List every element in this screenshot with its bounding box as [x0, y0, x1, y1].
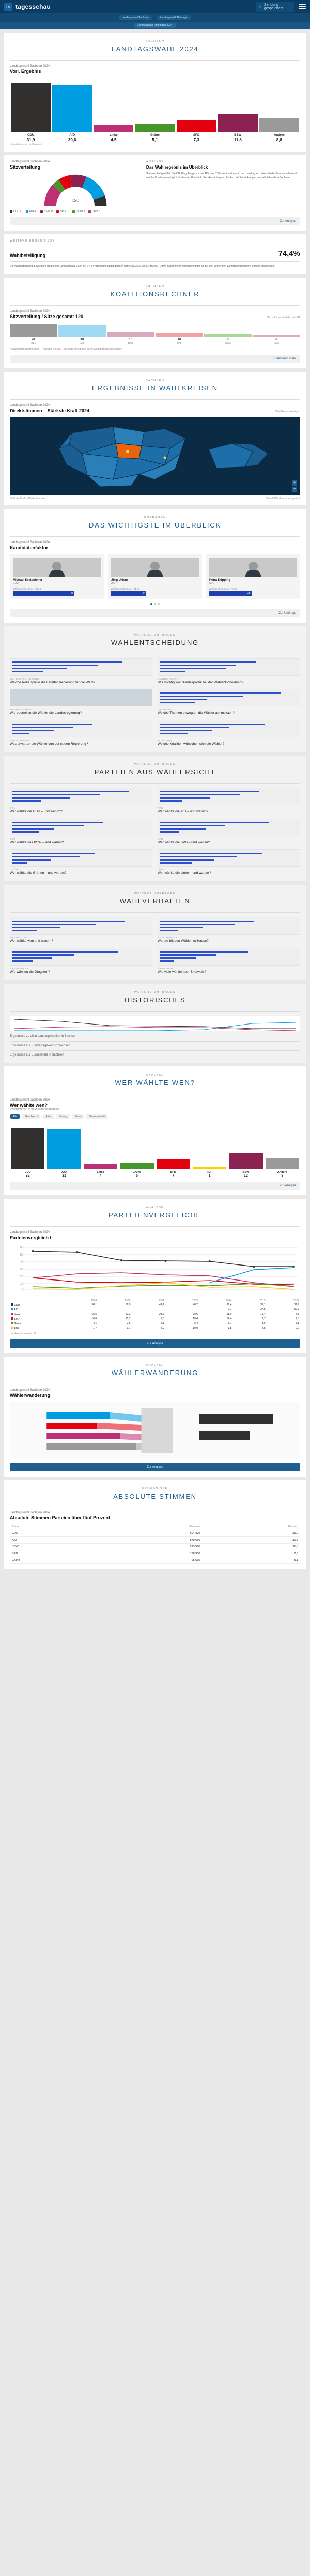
- who-voted-analysis-button[interactable]: Zur Analyse: [10, 1182, 300, 1190]
- candidate-metric: Zufriedenheit mit der Arbeit 48: [13, 587, 73, 595]
- module-compare: [4, 1199, 306, 1353]
- parties-view-kicker: WEITERE UMFRAGEN: [134, 762, 176, 766]
- candidate-card[interactable]: [108, 554, 202, 599]
- seats-legend: [10, 210, 141, 213]
- bar-linke[interactable]: [84, 1124, 117, 1169]
- teaser-thumbnail: [158, 720, 300, 737]
- districts-eyebrow: Landtagswahl Sachsen 2024: [10, 403, 50, 407]
- compare-eyebrow: Landtagswahl Sachsen 2024: [10, 1230, 50, 1234]
- districts-legend-right[interactable]: Wahlkreis anzeigen: [275, 410, 300, 413]
- label-andere: Andere 8,8: [274, 134, 285, 142]
- compare-axis-note: Landesstimmen in %: [10, 1332, 37, 1335]
- candidate-card[interactable]: [206, 554, 300, 599]
- label-spd: SPD 7,3: [193, 134, 200, 142]
- module-result: [4, 33, 306, 152]
- module-parties-view: [4, 756, 306, 881]
- bar-gruene[interactable]: [120, 1124, 153, 1169]
- who-voted-eyebrow: Landtagswahl Sachsen 2024: [10, 1098, 50, 1102]
- teaser-thumbnail: [10, 788, 152, 805]
- overview-eyebrow: Landtagswahl Sachsen 2024: [10, 540, 50, 544]
- seats-analysis-button[interactable]: Zur Analyse: [10, 217, 300, 225]
- historical-sparkline: [10, 1016, 300, 1031]
- bar-cdu[interactable]: [11, 78, 51, 132]
- map-legend: [4, 495, 306, 500]
- teaser-card[interactable]: BSW Wer wählte das BSW – und warum?: [10, 819, 152, 846]
- overview-headline: Kandidatenfaktor: [10, 545, 49, 550]
- module-behaviour: [4, 885, 306, 980]
- result-bar-labels: [10, 132, 300, 142]
- carousel-dots[interactable]: [4, 603, 306, 605]
- module-migration: [4, 1357, 306, 1477]
- absolute-table: [10, 1524, 300, 1564]
- filter-alter[interactable]: Alter: [42, 1114, 54, 1119]
- coalition-eyebrow: Landtagswahl Sachsen 2024: [10, 309, 50, 313]
- coalition-more-button[interactable]: Koalitionen mehr: [10, 355, 300, 363]
- teaser-card[interactable]: GRÜNE Wer wählte die Grünen – und warum?: [10, 849, 152, 876]
- teaser-thumbnail: [158, 658, 300, 676]
- result-unit-note: Zweitstimmen in Prozent: [11, 143, 42, 146]
- teaser-card[interactable]: ZUFRIEDENHEIT Wie beurteilen die Wähler die Landesregierung?: [10, 689, 152, 716]
- search-input[interactable]: [256, 2, 295, 12]
- coalition-headline: Sitzverteilung / Sitze gesamt: 120: [10, 313, 84, 319]
- table-row: SPD 138.300 7,3: [10, 1550, 300, 1557]
- module-coalition: [4, 278, 306, 368]
- decision-cards: [4, 658, 306, 747]
- compare-headline: Parteienvergleich I: [10, 1234, 52, 1240]
- legend-item-bsw: BSW 15: [40, 210, 53, 213]
- top-bar: [0, 0, 310, 13]
- candidate-metric: Zufriedenheit mit der Arbeit 28: [209, 587, 251, 595]
- who-voted-filters: [4, 1111, 306, 1119]
- svg-text:0: 0: [22, 1288, 24, 1292]
- table-row: Grüne 96.630 5,1: [10, 1557, 300, 1563]
- filter-beruf[interactable]: Beruf: [72, 1114, 84, 1119]
- overview-title: DAS WICHTIGSTE IM ÜBERBLICK: [89, 521, 221, 529]
- coalition-bar-bsw[interactable]: [107, 332, 154, 337]
- bar-linke[interactable]: [94, 78, 133, 132]
- teaser-card[interactable]: ERSTWÄHLER Wie wählten die Jüngsten?: [10, 948, 152, 975]
- table-row: SPD 16,6 10,7 9,8 10,4 12,4 7,7 7,3: [10, 1317, 300, 1321]
- migration-analysis-button[interactable]: Zur Analyse: [10, 1463, 300, 1471]
- historical-note-1[interactable]: Ergebnisse zu allen Landtagswahlen in Sachsen: [10, 1034, 77, 1038]
- bar-afd[interactable]: [47, 1124, 81, 1169]
- result-bar-chart: [10, 78, 300, 132]
- districts-title: ERGEBNISSE IN WAHLKREISEN: [92, 384, 218, 392]
- nav-primary: [0, 13, 310, 22]
- map-zoom-controls[interactable]: [292, 480, 297, 492]
- nav-item-sachsen[interactable]: Landtagswahl Sachsen: [119, 15, 152, 20]
- decision-kicker: WEITERE UMFRAGEN: [134, 633, 176, 637]
- bar-bsw[interactable]: [229, 1124, 262, 1169]
- compare-analysis-button[interactable]: Zur Analyse: [10, 1339, 300, 1348]
- candidate-party: SPD: [209, 581, 215, 585]
- filter-geschlecht[interactable]: Geschlecht: [22, 1114, 41, 1119]
- bar-spd[interactable]: [177, 78, 216, 132]
- bar-spd[interactable]: [157, 1124, 190, 1169]
- migration-chart[interactable]: [10, 1402, 300, 1459]
- migration-title: WÄHLERWANDERUNG: [111, 1368, 199, 1377]
- module-districts: [4, 372, 306, 505]
- table-row: CDU 58,1 56,9 41,1 40,2 39,4 32,1 31,9: [10, 1303, 300, 1307]
- behaviour-title: WAHLVERHALTEN: [119, 897, 191, 906]
- teaser-thumbnail: [10, 948, 152, 966]
- candidate-name: Petra Köpping: [209, 578, 231, 582]
- module-historical: [4, 984, 306, 1063]
- coalition-bars: [10, 323, 300, 337]
- absolute-eyebrow: Landtagswahl Sachsen 2024: [10, 1511, 50, 1514]
- migration-kicker: ANALYSE: [146, 1363, 164, 1367]
- teaser-card[interactable]: AFD Wer wählte die AfD – und warum?: [158, 788, 300, 815]
- compare-line-chart[interactable]: [10, 1244, 300, 1335]
- table-row: AfD - - - - 9,7 27,5 30,6: [10, 1307, 300, 1312]
- teaser-thumbnail: [10, 917, 152, 935]
- teaser-card[interactable]: ERWARTUNGEN Was erwarten die Wähler von der neuen Regierung?: [10, 720, 152, 747]
- svg-text:10: 10: [20, 1282, 24, 1286]
- label-bsw: BSW 11,8: [234, 134, 242, 142]
- nav-item-thueringen[interactable]: Landtagswahl Thüringen: [157, 15, 192, 20]
- svg-text:20: 20: [20, 1275, 24, 1278]
- bar-andere[interactable]: [259, 78, 299, 132]
- svg-text:60: 60: [20, 1246, 24, 1249]
- table-head-row: 1994 1999 2004 2009 2014 2019 2024: [91, 1299, 299, 1302]
- nav-secondary: [0, 22, 310, 29]
- candidate-photo: [13, 558, 101, 577]
- menu-button[interactable]: [299, 4, 306, 9]
- absolute-kicker: ERGEBNISSE: [142, 1487, 168, 1490]
- label-afd: AfD 30,6: [68, 134, 76, 142]
- turnout-text: Die Wahlbeteiligung in Sachsen lag bei der Landtagswahl 2024 bei 74,4 Prozent und damit deutlich höher als 2019 (66,5 Prozent). Damit haben mehr Wahlberechtigte als bei den vorherigen Landtagswahlen ihre Stimme abgegeben.: [10, 265, 275, 268]
- candidate-card[interactable]: [10, 554, 104, 599]
- who-voted-bar-chart: [10, 1124, 300, 1169]
- table-row: Grüne 4,1 2,6 5,1 6,4 5,7 8,6 5,1: [10, 1321, 300, 1326]
- table-row: CDU 604.320 31,9: [10, 1530, 300, 1536]
- turnout-label: Wahlbeteiligung: [10, 253, 46, 258]
- label-cdu: CDU 31,9: [26, 134, 35, 142]
- result-eyebrow: Landtagswahl Sachsen 2024: [10, 65, 50, 68]
- logo-text[interactable]: tagesschau: [16, 3, 51, 10]
- module-turnout: [4, 234, 306, 274]
- absolute-title: ABSOLUTE STIMMEN: [113, 1492, 197, 1500]
- migration-eyebrow: Landtagswahl Sachsen 2024: [10, 1388, 50, 1392]
- map-legend-note: Stand: Wahlkreise ausgezählt: [266, 496, 300, 500]
- filter-alle[interactable]: Alle: [10, 1114, 20, 1119]
- label-gruene: Grüne 5,1: [150, 134, 160, 142]
- turnout-value: 74,4%: [278, 249, 300, 258]
- historical-note-2[interactable]: Ergebnisse zur Bundestagswahl in Sachsen: [10, 1044, 71, 1047]
- who-voted-headline: Wer wählte wen?: [10, 1102, 48, 1108]
- who-voted-subline: Zweitstimmen in Bevölkerungsgruppen: [10, 1107, 59, 1111]
- coalition-bar-afd[interactable]: [58, 325, 106, 337]
- candidate-photo: [111, 558, 199, 577]
- candidate-cards: [4, 554, 306, 599]
- label-linke: Linke 4,5: [110, 134, 118, 142]
- teaser-card[interactable]: WAHLENTSCHEIDUNG Welche Rolle spielte die Landtagsregierung für die Wahl?: [10, 658, 152, 685]
- svg-text:120: 120: [71, 198, 80, 203]
- teaser-thumbnail: [158, 849, 300, 867]
- compare-table: [10, 1299, 300, 1331]
- legend-item-linke: Linke 6: [88, 210, 100, 213]
- coalition-kicker: SACHSEN: [145, 284, 165, 288]
- districts-headline: Direktstimmen – Stärkste Kraft 2024: [10, 408, 90, 413]
- teaser-thumbnail: [158, 948, 300, 966]
- svg-text:30: 30: [20, 1268, 24, 1271]
- filter-bildung[interactable]: Bildung: [56, 1114, 71, 1119]
- table-row: AfD 579.660 30,6: [10, 1536, 300, 1543]
- seats-donut-chart[interactable]: [10, 170, 141, 208]
- teaser-card[interactable]: BUNDESPOLITIK Wie wichtig war Bundespolitik bei der Wahlentscheidung?: [158, 658, 300, 685]
- module-absolute: [4, 1480, 306, 1569]
- result-title: LANDTAGSWAHL 2024: [111, 45, 199, 53]
- seats-article-title[interactable]: Das Wahlergebnis im Überblick: [146, 165, 208, 170]
- coalition-bar-spd[interactable]: [156, 333, 203, 337]
- zoom-out-button[interactable]: −: [292, 487, 297, 492]
- teaser-card[interactable]: NICHTWÄHLER Warum blieben Wähler zu Hause?: [158, 917, 300, 944]
- bar-bsw[interactable]: [218, 78, 258, 132]
- candidate-metric: Zufriedenheit mit der Arbeit 24: [111, 587, 145, 595]
- table-head-row: Partei Stimmen Prozent: [10, 1524, 300, 1530]
- historical-kicker: WEITERE UMFRAGEN: [134, 990, 176, 994]
- legend-item-afd: AfD 40: [26, 210, 37, 213]
- teaser-thumbnail: [10, 658, 152, 676]
- turnout-kicker: WEITERE ERGEBNISSE: [10, 239, 55, 243]
- coalition-party-names: CDU AfD BSW SPD Grüne Linke: [31, 341, 280, 344]
- decision-title: WAHLENTSCHEIDUNG: [111, 638, 199, 646]
- coalition-note: Koalitionsmöglichkeiten – Klicken Sie auf Parteien, um diese einer Koalition hinzuzufügen: [10, 347, 122, 351]
- svg-text:40: 40: [20, 1260, 24, 1264]
- candidate-name: Jörg Urban: [111, 578, 128, 582]
- teaser-thumbnail: [158, 788, 300, 805]
- bar-cdu[interactable]: [11, 1124, 44, 1169]
- teaser-thumbnail: [10, 819, 152, 836]
- parties-view-title: PARTEIEN AUS WÄHLERSICHT: [94, 767, 216, 776]
- absolute-headline: Absolute Stimmen Parteien über fünf Prozent: [10, 1515, 111, 1520]
- module-decision: [4, 626, 306, 752]
- candidate-party: AfD: [111, 581, 116, 585]
- compare-title: PARTEIENVERGLEICHE: [108, 1211, 202, 1219]
- teaser-card[interactable]: SPD Wer wählte die SPD – und warum?: [158, 819, 300, 846]
- coalition-hint: Sitze für eine Mehrheit: 61: [267, 315, 300, 319]
- module-seats: [4, 155, 306, 231]
- seats-eyebrow: Landtagswahl Sachsen 2024: [10, 160, 50, 163]
- district-map[interactable]: [10, 417, 300, 495]
- teaser-card[interactable]: KOALITION Welche Koalition wünschen sich die Wähler?: [158, 720, 300, 747]
- who-voted-kicker: ANALYSE: [146, 1073, 164, 1077]
- teaser-thumbnail: [158, 819, 300, 836]
- teaser-thumbnail: [10, 689, 152, 706]
- teaser-thumbnail: [10, 849, 152, 867]
- table-row: BSW 223.560 11,8: [10, 1543, 300, 1550]
- legend-item-gruene: Grüne 7: [72, 210, 85, 213]
- teaser-thumbnail: [158, 917, 300, 935]
- svg-text:50: 50: [20, 1253, 24, 1257]
- module-who-voted: [4, 1066, 306, 1195]
- teaser-card[interactable]: BRIEFWAHL Wie viele wählten per Briefwahl?: [158, 948, 300, 975]
- coalition-bar-gruene[interactable]: [204, 334, 252, 337]
- teaser-card[interactable]: PROBLEME Welche Themen bewegten die Wähler am meisten?: [158, 689, 300, 716]
- seats-article-text: Sachsen hat gewählt: Die CDU liegt knapp vor der AfD, das BSW zieht erstmals in den Landtag ein. Wie sich die Sitze verteilen und welche Koalitionen möglich sind — ein Überblick über die wichtigsten Zahlen und Entwicklungen des Wahlabends in Sachsen.: [146, 172, 297, 179]
- teaser-thumbnail: [158, 689, 300, 706]
- teaser-thumbnail: [10, 720, 152, 737]
- candidate-party: CDU: [13, 581, 19, 585]
- migration-headline: Wählerwanderung: [10, 1392, 51, 1398]
- who-voted-title: WER WÄHLTE WEN?: [115, 1078, 195, 1087]
- who-voted-labels: CDU 32 AfD 31 Linke 4 Grüne 5 SPD 7 FDP 1 BSW 12 Andere 8: [24, 1170, 287, 1178]
- behaviour-cards: [4, 917, 306, 975]
- result-headline: Vorl. Ergebnis: [10, 69, 41, 74]
- table-row: FDP 1,7 1,1 5,9 10,0 3,8 4,5 0,9: [10, 1326, 300, 1331]
- module-overview: [4, 509, 306, 623]
- compare-kicker: ANALYSE: [146, 1206, 164, 1209]
- table-row: Linke 16,5 22,2 23,6 20,6 18,9 10,4 4,5: [10, 1312, 300, 1317]
- teaser-card[interactable]: CDU Wer wählte die CDU – und warum?: [10, 788, 152, 815]
- candidate-photo: [209, 558, 297, 577]
- bar-fdp[interactable]: [193, 1124, 226, 1169]
- divider: [10, 60, 300, 61]
- candidate-name: Michael Kretschmer: [13, 578, 43, 582]
- bar-andere[interactable]: [266, 1124, 299, 1169]
- overview-survey-button[interactable]: Zur Umfrage: [10, 609, 300, 617]
- coalition-seat-numbers: 41 40 15 10 7 6: [32, 338, 277, 341]
- districts-kicker: SACHSEN: [145, 379, 165, 382]
- bar-gruene[interactable]: [135, 78, 175, 132]
- historical-title: HISTORISCHES: [124, 996, 186, 1004]
- filter-gewerkschaft[interactable]: Gewerkschaft: [86, 1114, 108, 1119]
- teaser-card[interactable]: LINKE Wer wählte die Linke – und warum?: [158, 849, 300, 876]
- coalition-bar-linke[interactable]: [253, 335, 300, 337]
- behaviour-kicker: WEITERE UMFRAGEN: [134, 892, 176, 896]
- coalition-bar-cdu[interactable]: [10, 324, 57, 337]
- bar-afd[interactable]: [52, 78, 92, 132]
- legend-item-spd: SPD 10: [56, 210, 69, 213]
- parties-view-cards: [4, 788, 306, 876]
- result-kicker: SACHSEN: [145, 40, 165, 43]
- search-placeholder: Sendung gespeichert: [264, 3, 283, 10]
- legend-item-cdu: CDU 41: [10, 210, 23, 213]
- search-icon: [259, 5, 262, 8]
- coalition-title: KOALITIONSRECHNER: [110, 290, 200, 298]
- overview-kicker: UMFRAGEN: [144, 516, 166, 519]
- teaser-card[interactable]: WANDERUNG Wer wählte wen und warum?: [10, 917, 152, 944]
- map-legend-left: Stärkste Kraft – Direktstimmen: [10, 496, 45, 500]
- seats-article-kicker: ANALYSE: [146, 160, 164, 163]
- seats-headline: Sitzverteilung: [10, 164, 41, 170]
- logo-mark[interactable]: ts: [4, 3, 12, 11]
- zoom-in-button[interactable]: +: [292, 480, 297, 486]
- nav-item-thueringen-2024[interactable]: Landtagswahl Thüringen 2024: [134, 23, 176, 28]
- historical-note-3[interactable]: Ergebnisse zur Europawahl in Sachsen: [10, 1053, 64, 1057]
